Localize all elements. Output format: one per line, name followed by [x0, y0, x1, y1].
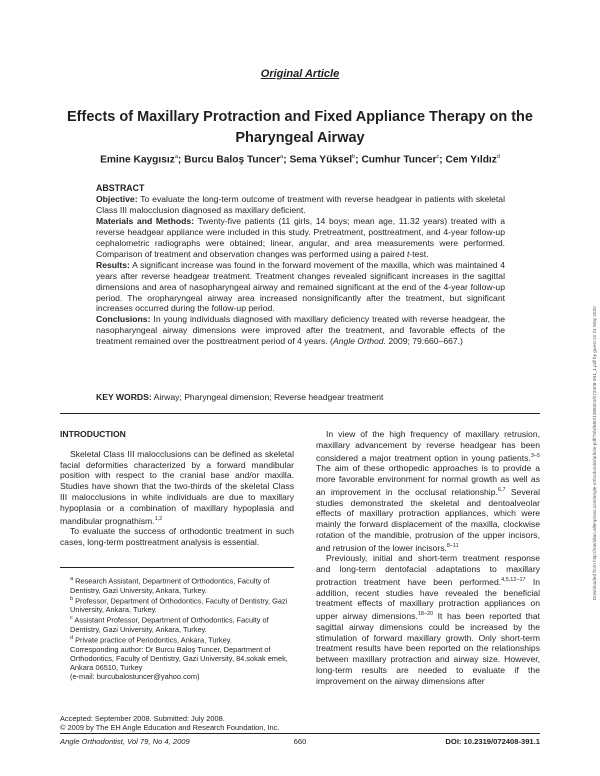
author-affiliation-mark: c [436, 154, 440, 160]
copyright: © 2009 by The EH Angle Education and Research Foundation, Inc. [60, 723, 280, 733]
page-number: 660 [293, 737, 307, 746]
results-text: A significant increase was found in the forward movement of the maxilla, which was maintained 4 years after reverse headgear treatment. Treatment changes revealed significant increases in the sagittal dimensions and area of nasopharyngeal airway and remained significant at the end of the 4-year follow-up period. The oropharyngeal airway area increased nonsignificantly after the treatment, but significant increases occurred during the follow-up period. [96, 259, 505, 314]
author-affiliation-mark: b [352, 154, 356, 160]
corresponding-email: (e-mail: burcubalostuncer@yahoo.com) [70, 671, 200, 681]
right-column [316, 429, 540, 687]
abstract-divider [60, 413, 540, 414]
title-line-2: Pharyngeal Airway [235, 130, 365, 146]
body-text: Several studies demonstrated the skeletal and dentoalveolar effects of maxillary protraction appliances, which were mainly the forward displacement of the maxilla, clockwise rotation of the mandible, protrusion of the upper incisors, and retrusion of the lower incisors. [316, 486, 540, 553]
footnote [60, 634, 294, 645]
body-text: Previously, initial and short-term treatment response and long-term dentofacial adaptations to maxillary protraction treatment have been performed. [316, 553, 540, 587]
footnote-text: Assistant Professor, Department of Orthodontics, Faculty of Dentistry, Gazi University, Ankara, Turkey. [70, 615, 269, 634]
footnote-mark: c [70, 615, 73, 622]
intro-p1-ref: 1,2 [154, 515, 163, 522]
author-affiliation-mark: d [496, 154, 500, 160]
author-separator: ; [283, 154, 290, 166]
abstract-methods [96, 216, 505, 260]
footer-journal: Angle Orthodontist, Vol 79, No 4, 2009 [60, 737, 190, 746]
conclusions-text: In young individuals diagnosed with maxillary deficiency treated with reverse headgear, the nasopharyngeal airway dimensions were improved after the treatment, and favorable effects of the treatment remained over the posttreatment period of 4 years. ( [96, 314, 505, 347]
author-name: Emine Kaygısız [100, 154, 175, 166]
methods-label: Materials and Methods: [96, 215, 195, 226]
footnote-mark: a [70, 576, 74, 582]
methods-end: -test. [409, 248, 429, 259]
conclusions-label: Conclusions: [96, 314, 151, 325]
citation-ref: 6,7 [497, 486, 506, 493]
conclusions-end: 2009; 79:660–667.) [385, 336, 463, 347]
conclusions-citation: Angle Orthod. [332, 336, 386, 347]
download-watermark: Downloaded from http://meridian.allenpress.com/angle-orthodontist/article-pdf/79/4/660/1386301/072408-391_1.pdf by guest on 21 May 2020 [592, 306, 597, 600]
results-label: Results: [96, 259, 130, 270]
body-text: The aim of these orthopedic approaches is to provide a more favorable environment for normal growth as well as an improvement in the occlusal relationship. [316, 463, 540, 497]
accepted-date: Accepted: September 2008. Submitted: July 2008. [60, 714, 225, 723]
footnote-divider [60, 567, 294, 568]
body-text: In view of the high frequency of maxillary retrusion, maxillary advancement by reverse headgear has been considered a major treatment option in young patients. [316, 429, 540, 463]
footnote-text: Private practice of Periodontics, Ankara, Turkey. [73, 635, 232, 645]
body-text: It has been reported that sagittal airway dimensions could be increased by the stimulation of forward maxillary growth. Only short-term treatment results have been reported on the relationships between maxillary protraction and airway size. However, long-term results are needed to evaluate if the improvement on the airway dimensions after [316, 611, 540, 686]
abstract-heading: ABSTRACT [96, 183, 145, 193]
author-separator: ; [355, 154, 362, 166]
corresponding-author: Corresponding author: Dr Burcu Baloş Tuncer, Department of Orthodontics, Faculty of Dentistry, Gazi University, 84.sokak emek, Ankara 06510, Turkey [70, 644, 288, 672]
author-affiliation-mark: a [174, 154, 178, 160]
objective-text: To evaluate the long-term outcome of treatment with reverse headgear in patients with skeletal Class III malocclusion diagnosed as maxillary deficient. [96, 193, 505, 215]
intro-p1-text: Skeletal Class III malocclusions can be defined as skeletal facial deformities characterized by a forward mandibular position with respect to the cranial base and/or maxilla. Studies have shown that the two-thirds of the skeletal Class III malocclusions in white individuals are due to maxillary hypoplasia or a combination of maxillary hypoplasia and mandibular prognathism. [60, 448, 294, 526]
abstract-conclusions [96, 314, 505, 347]
footnote [60, 614, 294, 634]
article-title [60, 107, 540, 149]
body-paragraph-1 [316, 429, 540, 553]
section-label: Original Article [260, 68, 340, 80]
citation-ref: 8–11 [446, 542, 459, 549]
author-name: Cumhur Tuncer [361, 154, 437, 166]
methods-text: Twenty-five patients (11 girls, 14 boys; mean age, 11.32 years) treated with a reverse headgear appliance were included in this study. Pretreatment, posttreatment, and 4-year follow-up cephalometric radiographs were obtained; linear, angular, and area measurements were performed. Comparison of treatment and observation changes was performed using a paired [96, 215, 505, 259]
author-name: Burcu Baloş Tuncer [184, 154, 281, 166]
keywords-text: Airway; Pharyngeal dimension; Reverse headgear treatment [151, 392, 384, 402]
objective-label: Objective: [96, 193, 138, 204]
left-column [60, 429, 294, 548]
footnotes [60, 575, 294, 681]
publication-info [60, 714, 294, 732]
body-paragraph-2 [316, 553, 540, 686]
citation-ref: 4,5,12–17 [501, 576, 526, 583]
citation-ref: 3–5 [530, 452, 540, 459]
intro-heading: INTRODUCTION [60, 429, 126, 439]
keywords-label: KEY WORDS: [96, 392, 152, 402]
author-separator: ; [439, 154, 446, 166]
footer-divider [60, 733, 540, 734]
footnote-text: Professor, Department of Orthodontics, Faculty of Dentistry, Gazi University, Ankara, Turkey. [70, 596, 288, 615]
author-name: Sema Yüksel [289, 154, 353, 166]
author-name: Cem Yıldız [445, 154, 497, 166]
author-affiliation-mark: a [280, 154, 284, 160]
body-text: In addition, recent studies have revealed the beneficial treatment effects of maxillary protraction appliances on upper airway dimensions. [316, 576, 540, 622]
methods-t-italic: t [406, 248, 410, 259]
citation-ref: 18–20 [417, 611, 434, 618]
intro-paragraph-1 [60, 449, 294, 526]
footnote [60, 595, 294, 615]
footnote-mark: b [70, 595, 74, 602]
footnote-text: Research Assistant, Department of Orthodontics, Faculty of Dentistry, Gazi University, Ankara, Turkey. [70, 576, 270, 595]
abstract [96, 183, 505, 347]
abstract-results [96, 260, 505, 315]
author-separator: ; [177, 154, 185, 166]
footnote [60, 575, 294, 595]
title-line-1: Effects of Maxillary Protraction and Fixed Appliance Therapy on the [67, 109, 533, 125]
keywords [96, 392, 505, 402]
intro-paragraph-2: To evaluate the success of orthodontic treatment in such cases, long-term posttreatment analysis is essential. [60, 526, 294, 548]
footnote-mark: d [70, 634, 74, 641]
author-list [0, 154, 600, 165]
footer-doi[interactable]: DOI: 10.2319/072408-391.1 [445, 737, 540, 746]
abstract-objective [96, 194, 505, 216]
